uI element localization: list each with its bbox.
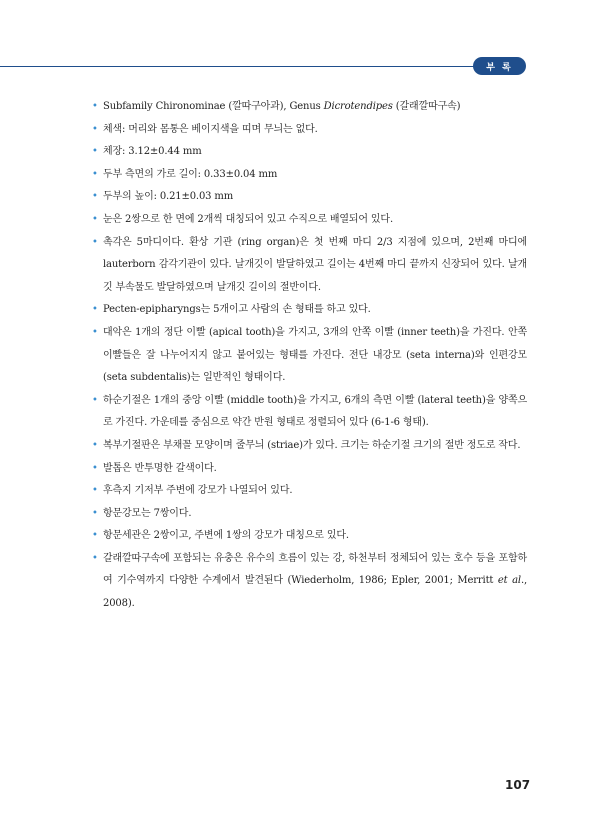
list-item bbox=[91, 232, 527, 300]
bullet-icon: • bbox=[92, 507, 98, 519]
item-text: ., 2008). bbox=[103, 575, 527, 610]
list-item bbox=[91, 525, 527, 548]
item-text: 복부기절판은 부채꼴 모양이며 줄무늬 (striae)가 있다. 크기는 하순기절 크기의 절반 정도로 작다. bbox=[103, 439, 521, 451]
item-text: 하순기절은 1개의 중앙 이빨 (middle tooth)을 가지고, 6개의 측면 이빨 (lateral teeth)을 양쪽으로 가진다. 가운데를 중심으로 약간 반원 형태로 정렬되어 있다 (6-1-6 형태). bbox=[103, 394, 527, 429]
list-item bbox=[91, 141, 527, 164]
page-number: 107 bbox=[505, 778, 531, 792]
bullet-icon: • bbox=[92, 213, 98, 225]
bullet-icon: • bbox=[92, 236, 98, 248]
bullet-icon: • bbox=[92, 485, 98, 497]
item-text: 갈래깔따구속에 포함되는 유충은 유수의 흐름이 있는 강, 하천부터 정체되어 있는 호수 등을 포함하여 기수역까지 다양한 수계에서 발견된다 (Wiederholm, 1986; Epler, 2001; Merritt bbox=[103, 552, 527, 587]
bullet-icon: • bbox=[92, 146, 98, 158]
bullet-icon: • bbox=[92, 123, 98, 135]
item-text: 발톱은 반투명한 갈색이다. bbox=[103, 462, 217, 474]
item-text: 후측지 기저부 주변에 강모가 나열되어 있다. bbox=[103, 485, 293, 497]
italic-text: Dicrotendipes bbox=[323, 101, 393, 112]
item-text: 눈은 2쌍으로 한 면에 2개씩 대칭되어 있고 수직으로 배열되어 있다. bbox=[103, 213, 393, 225]
list-item bbox=[91, 299, 527, 322]
header-rule bbox=[0, 66, 478, 67]
bullet-icon: • bbox=[92, 101, 98, 112]
list-item bbox=[91, 503, 527, 526]
item-text: 두부의 높이: 0.21±0.03 mm bbox=[103, 191, 234, 203]
bullet-icon: • bbox=[92, 168, 98, 180]
list-item bbox=[91, 458, 527, 481]
list-item bbox=[91, 119, 527, 142]
item-text: 항문세관은 2쌍이고, 주변에 1쌍의 강모가 대칭으로 있다. bbox=[103, 530, 349, 542]
list-item bbox=[91, 186, 527, 209]
bullet-icon: • bbox=[92, 304, 98, 316]
item-text: 체장: 3.12±0.44 mm bbox=[103, 146, 202, 158]
bullet-icon: • bbox=[92, 191, 98, 203]
item-text: 대악은 1개의 정단 이빨 (apical tooth)을 가지고, 3개의 안쪽 이빨 (inner teeth)을 가진다. 안쪽 이빨들은 잘 나누어지지 않고 붙어있는 형태를 가진다. 전단 내강모 (seta interna)와 인편강모 (seta subdentalis)는 일반적인 형태이다. bbox=[103, 326, 527, 384]
bullet-icon: • bbox=[92, 326, 98, 338]
list-item bbox=[91, 480, 527, 503]
item-text: Pecten-epipharyngs는 5개이고 사람의 손 형태를 하고 있다. bbox=[103, 304, 371, 316]
content-list bbox=[91, 96, 527, 616]
item-text: Subfamily Chironominae (깔따구아과), Genus bbox=[103, 101, 324, 112]
bullet-icon: • bbox=[92, 462, 98, 474]
item-text: 항문강모는 7쌍이다. bbox=[103, 507, 192, 519]
list-item bbox=[91, 548, 527, 616]
item-text: 촉각은 5마디이다. 환상 기관 (ring organ)은 첫 번째 마디 2/3 지점에 있으며, 2번째 마디에 lauterborn 감각기관이 있다. 날개깃이 발달하였고 길이는 4번째 마디 끝까지 신장되어 있다. 날개깃 부속물도 발달하였으며 날개깃 길이의 절반이다. bbox=[103, 236, 527, 293]
bullet-icon: • bbox=[92, 439, 98, 451]
bullet-icon: • bbox=[92, 394, 98, 406]
list-item bbox=[91, 322, 527, 390]
list-item bbox=[91, 96, 527, 119]
list-item bbox=[91, 164, 527, 187]
list-item bbox=[91, 435, 527, 458]
bullet-icon: • bbox=[92, 552, 98, 564]
item-text: 체색: 머리와 몸통은 베이지색을 띠며 무늬는 없다. bbox=[103, 123, 318, 135]
section-tab: 부 록 bbox=[473, 57, 526, 75]
list-item bbox=[91, 209, 527, 232]
item-text: (갈래깔따구속) bbox=[392, 101, 461, 112]
item-text: 두부 측면의 가로 길이: 0.33±0.04 mm bbox=[103, 168, 278, 180]
bullet-icon: • bbox=[92, 530, 98, 542]
list-item bbox=[91, 390, 527, 435]
italic-text: et al bbox=[497, 575, 521, 587]
